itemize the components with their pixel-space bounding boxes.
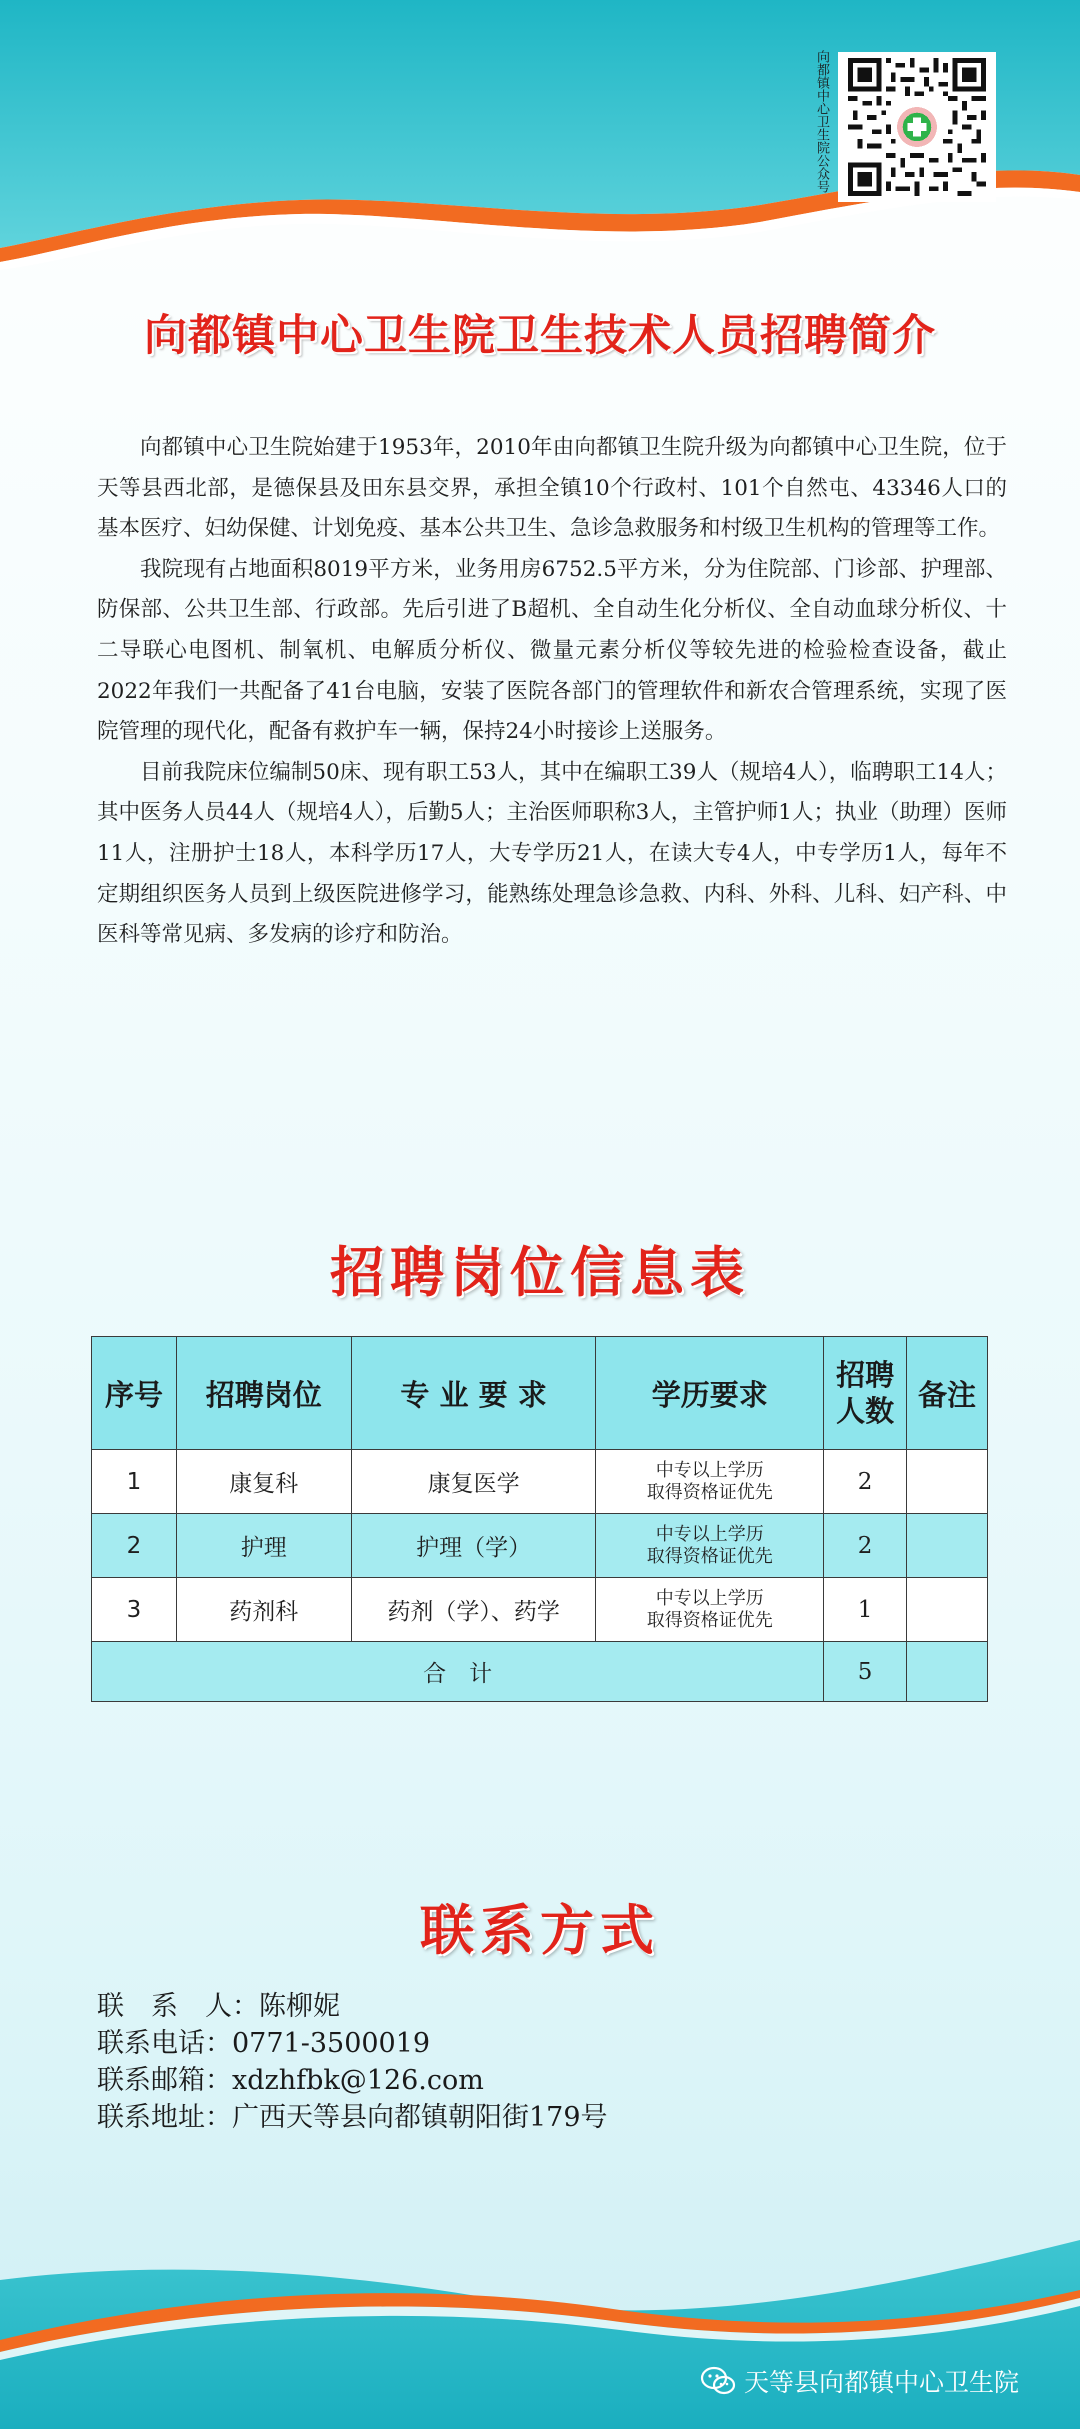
table-header-row	[92, 1337, 988, 1450]
cell-position: 康复科	[176, 1450, 351, 1514]
table-row	[92, 1450, 988, 1514]
intro-paragraph: 我院现有占地面积8019平方米，业务用房6752.5平方米，分为住院部、门诊部、护理部、防保部、公共卫生部、行政部。先后引进了B超机、全自动生化分析仪、全自动血球分析仪、十二导联心电图机、制氧机、电解质分析仪、微量元素分析仪等较先进的检验检查设备，截止2022年我们一共配备了41台电脑，安装了医院各部门的管理软件和新农合管理系统，实现了医院管理的现代化，配备有救护车一辆，保持24小时接诊上送服务。	[97, 556, 1007, 745]
footer-brand-name: 天等县向都镇中心卫生院	[744, 2368, 1020, 2397]
qr-code[interactable]	[838, 52, 996, 202]
cell-remark	[907, 1514, 988, 1578]
contact-person-row	[97, 1988, 608, 2025]
cell-no: 1	[92, 1450, 177, 1514]
intro-paragraph: 目前我院床位编制50床、现有职工53人，其中在编职工39人（规培4人），临聘职工14人；其中医务人员44人（规培4人），后勤5人；主治医师职称3人，主管护师1人；执业（助理）医师11人，注册护士18人，本科学历17人，大专学历21人，在读大专4人，中专学历1人，每年不定期组织医务人员到上级医院进修学习，能熟练处理急诊急救、内科、外科、儿科、妇产科、中医科等常见病、多发病的诊疗和防治。	[97, 759, 1007, 948]
cell-count: 2	[824, 1514, 907, 1578]
header-count-line2: 人数	[836, 1394, 895, 1428]
contact-person: 陈柳妮	[259, 1991, 340, 2022]
intro-paragraph: 向都镇中心卫生院始建于1953年，2010年由向都镇卫生院升级为向都镇中心卫生院，位于天等县西北部，是德保县及田东县交界，承担全镇10个行政村、101个自然屯、43346人口的基本医疗、妇幼保健、计划免疫、基本公共卫生、急诊急救服务和村级卫生机构的管理等工作。	[97, 435, 1007, 542]
contact-phone-label: 联系电话：	[97, 2028, 232, 2059]
cell-education-line2: 取得资格证优先	[646, 1545, 773, 1567]
contact-person-label: 联 系 人：	[97, 1991, 259, 2022]
header-no: 序号	[92, 1337, 177, 1450]
jobs-table-title: 招聘岗位信息表	[330, 1240, 750, 1304]
header-major: 专 业 要 求	[351, 1337, 596, 1450]
cell-position: 护理	[176, 1514, 351, 1578]
total-count: 5	[824, 1642, 907, 1702]
header-count-line1: 招聘	[836, 1358, 895, 1392]
cell-no: 3	[92, 1578, 177, 1642]
contact-email[interactable]: xdzhfbk@126.com	[232, 2065, 484, 2096]
cell-major: 护理（学）	[351, 1514, 596, 1578]
header-remark: 备注	[907, 1337, 988, 1450]
header-position: 招聘岗位	[176, 1337, 351, 1450]
cell-education-line1: 中专以上学历	[655, 1523, 764, 1545]
cell-no: 2	[92, 1514, 177, 1578]
table-row	[92, 1578, 988, 1642]
cell-major: 康复医学	[351, 1450, 596, 1514]
cell-position: 药剂科	[176, 1578, 351, 1642]
contact-address-label: 联系地址：	[97, 2102, 232, 2133]
total-remark	[907, 1642, 988, 1702]
header-education: 学历要求	[596, 1337, 824, 1450]
contact-address: 广西天等县向都镇朝阳街179号	[232, 2102, 608, 2133]
qr-code-image	[844, 58, 990, 196]
contact-phone-row	[97, 2025, 608, 2062]
intro-section	[97, 428, 1007, 956]
cell-education	[596, 1514, 824, 1578]
cell-major: 药剂（学）、药学	[351, 1578, 596, 1642]
header-count	[824, 1337, 907, 1450]
page-title: 向都镇中心卫生院卫生技术人员招聘简介	[144, 311, 936, 361]
cell-education	[596, 1578, 824, 1642]
cell-count: 1	[824, 1578, 907, 1642]
cell-education-line1: 中专以上学历	[655, 1587, 764, 1609]
total-label: 合 计	[92, 1642, 824, 1702]
contact-phone[interactable]: 0771-3500019	[232, 2028, 431, 2059]
contact-address-row	[97, 2099, 608, 2136]
cell-education-line1: 中专以上学历	[655, 1459, 764, 1481]
footer-brand[interactable]	[700, 2363, 1019, 2399]
jobs-table	[91, 1336, 988, 1702]
cell-education-line2: 取得资格证优先	[646, 1481, 773, 1503]
cell-remark	[907, 1578, 988, 1642]
table-total-row	[92, 1642, 988, 1702]
contact-title: 联系方式	[420, 1898, 660, 1962]
qr-caption: 向都镇中心卫生院公众号	[814, 50, 829, 193]
contact-section	[97, 1988, 608, 2136]
cell-count: 2	[824, 1450, 907, 1514]
cell-remark	[907, 1450, 988, 1514]
wechat-icon	[700, 2366, 736, 2396]
table-row	[92, 1514, 988, 1578]
cell-education-line2: 取得资格证优先	[646, 1609, 773, 1631]
contact-email-row	[97, 2062, 608, 2099]
cell-education	[596, 1450, 824, 1514]
contact-email-label: 联系邮箱：	[97, 2065, 232, 2096]
